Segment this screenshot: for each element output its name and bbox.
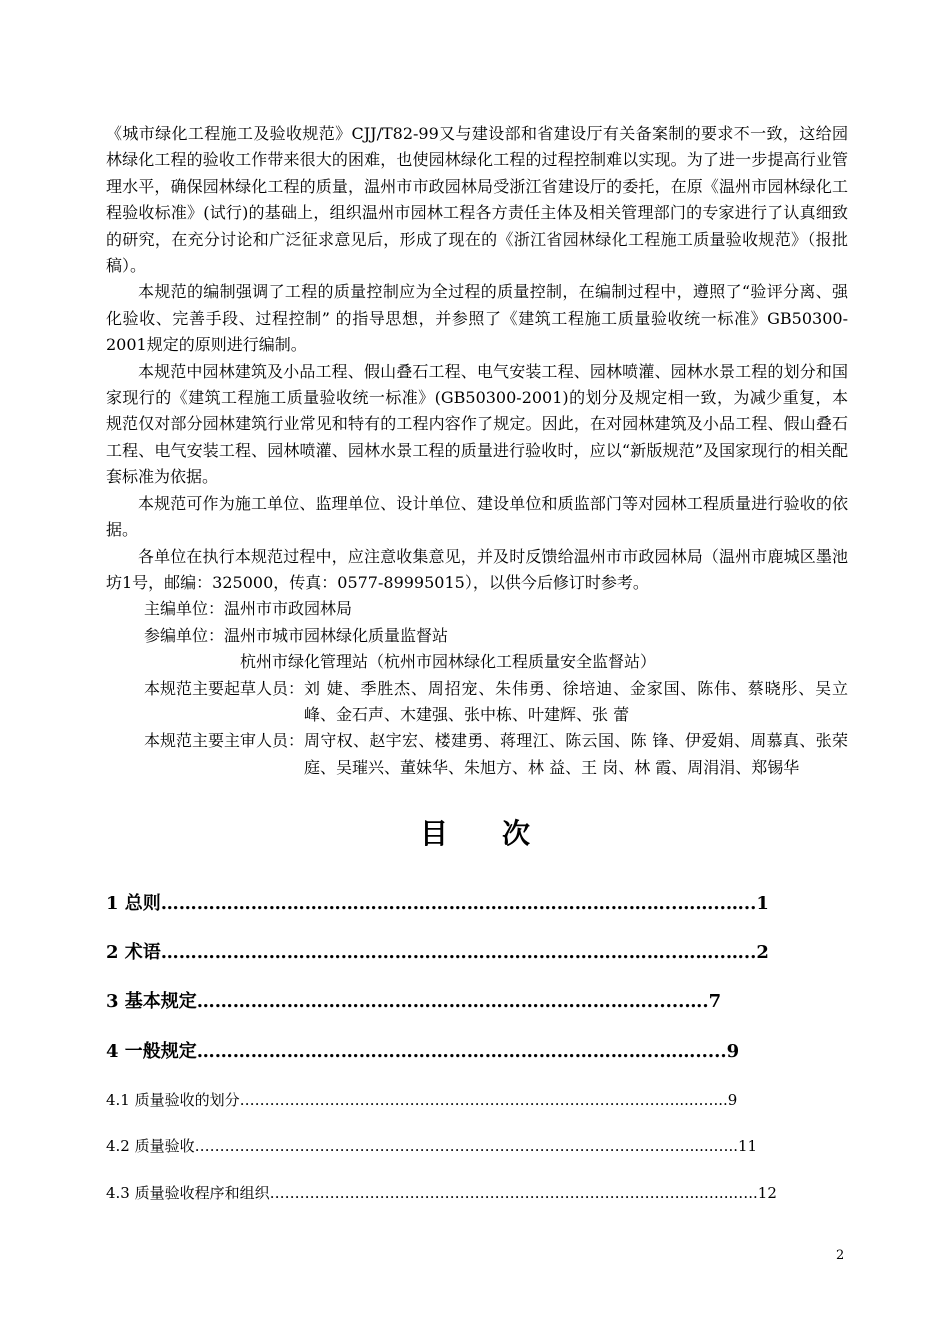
co-editor-line [106,623,848,649]
chief-editor-label: 主编单位： [144,599,225,619]
toc-entry-leader: ………………………………………………………………………… [269,1184,690,1202]
toc-entry-text: 1 总则 [106,893,161,914]
toc-entry[interactable] [106,1089,737,1110]
toc-entry[interactable] [106,1135,757,1156]
toc-entry-page: ..…….....9 [646,1041,740,1062]
co-editor-label: 参编单位： [144,625,225,645]
toc-entry[interactable] [106,1037,739,1063]
toc-entry-text: 4.1 质量验收的划分 [106,1091,240,1109]
toc-entry-page: ...…...…..12 [689,1184,777,1202]
paragraph-3: 本规范中园林建筑及小品工程、假山叠石工程、电气安装工程、园林喷灌、园林水景工程的划分和国家现行的《建筑工程施工质量验收统一标准》(GB50300-2001)的划分及规定相一致，为减少重复，本规范仅对部分园林建筑行业常见和特有的工程内容作了规定。因此，在对园林建筑及小品工程、假山叠石工程、电气安装工程、园林喷灌、园林水景工程的质量进行验收时，应以“新版规范”及国家现行的相关配套标准为依据。 [106,361,848,487]
toc-entry-text: 4.3 质量验收程序和组织 [106,1184,270,1202]
preface-body [106,121,848,781]
reviewers-value: 周守权、赵宇宏、楼建勇、蒋理江、陈云国、陈 锋、伊爱娟、周慕真、张荣庭、吴璀兴、董妹华、朱旭方、林 益、王 岗、林 霞、周涓涓、郑锡华 [304,731,848,777]
paragraph-4: 本规范可作为施工单位、监理单位、设计单位、建设单位和质监部门等对园林工程质量进行验收的依据。 [106,493,848,540]
co-editor-value-1: 温州市城市园林绿化质量监督站 [224,625,449,645]
paragraph-5: 各单位在执行本规范过程中，应注意收集意见，并及时反馈给温州市市政园林局（温州市鹿城区墨池坊1号，邮编：325000，传真：0577-89995015），以供今后修订时参考。 [106,546,848,592]
drafters-line [106,676,848,729]
reviewers-line [106,728,848,781]
toc-entry-page: ..……..…..2 [664,942,769,963]
toc-entry[interactable] [106,938,769,964]
toc-entry-page: .....…..11 [689,1137,758,1155]
toc-entry-leader: ………………………………………………………………………… [160,942,665,963]
paragraph-2: 本规范的编制强调了工程的质量控制应为全过程的质量控制，在编制过程中，遵照了“验评分离、强化验收、完善手段、过程控制” 的指导思想，并参照了《建筑工程施工质量验收统一标准》GB50300-2001规定的原则进行编制。 [106,282,848,355]
toc-entry-page: ......….7 [646,991,722,1012]
toc-entry-leader: ………………………………………………………………… [196,991,647,1012]
page-number: 2 [836,1248,845,1263]
toc-entry[interactable] [106,987,721,1013]
toc-entry-page: .....…...9 [674,1091,738,1109]
toc-entry-text: 4.2 质量验收 [106,1137,195,1155]
toc-title: 目次 [419,817,584,850]
chief-editor-value: 温州市市政园林局 [224,599,353,619]
reviewers-label: 本规范主要主审人员： [144,731,305,751]
co-editor-value-2: 杭州市绿化管理站（杭州市园林绿化工程质量安全监督站） [240,652,657,672]
drafters-value: 刘 婕、季胜杰、周招宠、朱伟勇、徐培迪、金家国、陈伟、蔡晓彤、吴立峰、金石声、木建强、张中栋、叶建辉、张 蕾 [304,678,848,724]
toc-entry-leader: ………………………………………………………………………… [160,893,665,914]
toc-entry-leader: ………………………………………………………………… [196,1041,647,1062]
toc-entry-text: 4 一般规定 [106,1041,197,1062]
toc-entry[interactable] [106,889,769,915]
toc-entry[interactable] [106,1182,777,1203]
toc-entry-text: 2 术语 [106,942,161,963]
chief-editor-line [106,596,848,622]
toc-entry-leader: ……………………………………………………………………………………… [194,1137,690,1155]
toc-entry-page: ..……..…..1 [664,893,769,914]
toc-entry-leader: …………………………………………………………………………… [239,1091,675,1109]
toc-entry-text: 3 基本规定 [106,991,197,1012]
paragraph-1: 《城市绿化工程施工及验收规范》CJJ/T82-99又与建设部和省建设厅有关备案制的要求不一致，这给园林绿化工程的验收工作带来很大的困难，也使园林绿化工程的过程控制难以实现。为了进一步提高行业管理水平，确保园林绿化工程的质量，温州市市政园林局受浙江省建设厅的委托，在原《温州市园林绿化工程验收标准》(试行)的基础上，组织温州市园林工程各方责任主体及相关管理部门的专家进行了认真细致的研究，在充分讨论和广泛征求意见后，形成了现在的《浙江省园林绿化工程施工质量验收规范》（报批稿）。 [106,124,848,276]
drafters-label: 本规范主要起草人员： [144,678,305,698]
